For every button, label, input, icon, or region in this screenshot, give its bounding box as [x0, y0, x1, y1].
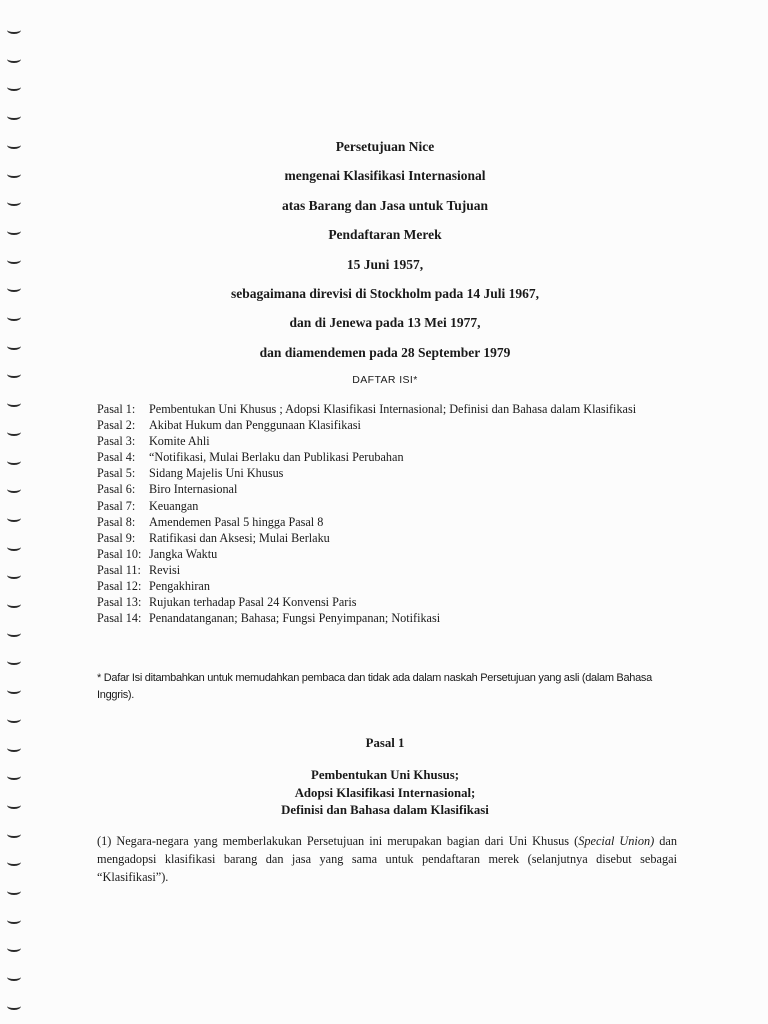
article-subtitle-line: Adopsi Klasifikasi Internasional;	[294, 785, 476, 800]
binding-mark	[7, 887, 21, 895]
binding-mark	[7, 55, 21, 63]
binding-mark	[7, 944, 21, 952]
binding-mark	[7, 198, 21, 206]
title-line: dan diamendemen pada 28 September 1979	[259, 344, 511, 360]
toc-item-title: Akibat Hukum dan Penggunaan Klasifikasi	[149, 418, 361, 433]
title-line: Pendaftaran Merek	[328, 227, 442, 243]
toc-item-title: Penandatanganan; Bahasa; Fungsi Penyimpanan; Notifikasi	[149, 611, 441, 626]
binding-mark	[7, 858, 21, 866]
binding-mark	[7, 686, 21, 694]
toc-item	[97, 465, 677, 481]
toc-item-title: Rujukan terhadap Pasal 24 Konvensi Paris	[149, 595, 357, 610]
binding-holes	[0, 0, 28, 1024]
toc-footnote: * Dafar Isi ditambahkan untuk memudahkan pembaca dan tidak ada dalam naskah Persetujuan yang asli (dalam Bahasa Inggris).	[97, 672, 652, 701]
toc-item-number: Pasal 3:	[97, 434, 136, 449]
title-date-line: 15 Juni 1957,	[346, 256, 424, 272]
toc-item	[97, 546, 677, 562]
binding-mark	[7, 600, 21, 608]
binding-mark	[7, 744, 21, 752]
toc-item-title: Jangka Waktu	[149, 546, 218, 561]
paragraph-text: dan mengadopsi klasifikasi barang dan jasa yang sama untuk pendaftaran merek (selanjutnya disebut sebagai “Klasifikasi”).	[97, 834, 677, 884]
toc-item-title: “Notifikasi, Mulai Berlaku dan Publikasi Perubahan	[149, 450, 404, 465]
toc-item-title: Keuangan	[149, 498, 199, 513]
article-subtitle-line: Definisi dan Bahasa dalam Klasifikasi	[281, 803, 489, 817]
toc-item-number: Pasal 9:	[97, 530, 136, 545]
binding-mark	[7, 399, 21, 407]
toc-item	[97, 401, 677, 417]
article-paragraph	[97, 832, 677, 886]
binding-mark	[7, 543, 21, 551]
toc-item-number: Pasal 8:	[97, 514, 136, 529]
toc-item	[97, 498, 677, 514]
toc-item	[97, 514, 677, 530]
binding-mark	[7, 772, 21, 780]
toc-item-number: Pasal 12:	[97, 579, 142, 594]
toc-item-number: Pasal 7:	[97, 498, 136, 513]
toc-item	[97, 562, 677, 578]
toc-item-number: Pasal 13:	[97, 595, 142, 610]
toc-item-number: Pasal 5:	[97, 466, 136, 481]
binding-mark	[7, 629, 21, 637]
binding-mark	[7, 715, 21, 723]
binding-mark	[7, 313, 21, 321]
toc-item-title: Sidang Majelis Uni Khusus	[149, 466, 284, 481]
toc-item	[97, 417, 677, 433]
binding-mark	[7, 83, 21, 91]
toc-item	[97, 530, 677, 546]
toc-item-number: Pasal 4:	[97, 450, 136, 465]
toc-item	[97, 449, 677, 465]
binding-mark	[7, 830, 21, 838]
article-subtitle	[100, 767, 670, 820]
toc-item-title: Amendemen Pasal 5 hingga Pasal 8	[149, 514, 324, 529]
paragraph-italic-text: Special Union)	[578, 834, 655, 848]
toc-item-title: Revisi	[149, 562, 181, 577]
binding-mark	[7, 227, 21, 235]
binding-mark	[7, 370, 21, 378]
binding-mark	[7, 916, 21, 924]
table-of-contents	[97, 401, 677, 626]
toc-item-number: Pasal 6:	[97, 482, 136, 497]
toc-item-number: Pasal 10:	[97, 546, 142, 561]
binding-mark	[7, 485, 21, 493]
article-heading: Pasal 1	[365, 736, 405, 750]
toc-item-number: Pasal 1:	[97, 402, 136, 416]
toc-item-number: Pasal 14:	[97, 611, 142, 626]
document-title	[100, 132, 670, 367]
toc-item-title: Komite Ahli	[149, 434, 210, 449]
binding-mark	[7, 170, 21, 178]
paragraph-text: (1) Negara-negara yang memberlakukan Persetujuan ini merupakan bagian dari Uni Khusus (	[97, 834, 579, 848]
binding-mark	[7, 457, 21, 465]
binding-mark	[7, 571, 21, 579]
binding-mark	[7, 284, 21, 292]
toc-item	[97, 610, 677, 626]
toc-item	[97, 481, 677, 497]
toc-item-title: Ratifikasi dan Aksesi; Mulai Berlaku	[149, 530, 330, 545]
toc-item-title: Pengakhiran	[149, 579, 210, 594]
binding-mark	[7, 112, 21, 120]
toc-item	[97, 578, 677, 594]
toc-item	[97, 594, 677, 610]
binding-mark	[7, 26, 21, 34]
binding-mark	[7, 256, 21, 264]
binding-mark	[7, 973, 21, 981]
binding-mark	[7, 1002, 21, 1010]
toc-heading: DAFTAR ISI*	[352, 374, 418, 386]
toc-item-number: Pasal 2:	[97, 418, 136, 433]
title-line: dan di Jenewa pada 13 Mei 1977,	[289, 315, 481, 331]
title-line: Persetujuan Nice	[335, 139, 435, 154]
binding-mark	[7, 141, 21, 149]
article-subtitle-line: Pembentukan Uni Khusus;	[311, 768, 459, 782]
binding-mark	[7, 428, 21, 436]
title-line: atas Barang dan Jasa untuk Tujuan	[282, 197, 488, 213]
toc-item-number: Pasal 11:	[97, 562, 141, 577]
title-line: sebagaimana direvisi di Stockholm pada 14 Juli 1967,	[230, 285, 540, 301]
toc-item-title: Pembentukan Uni Khusus ; Adopsi Klasifikasi Internasional; Definisi dan Bahasa dalam Klasifikasi	[149, 402, 637, 416]
binding-mark	[7, 657, 21, 665]
binding-mark	[7, 514, 21, 522]
binding-mark	[7, 801, 21, 809]
title-line: mengenai Klasifikasi Internasional	[284, 168, 486, 184]
binding-mark	[7, 342, 21, 350]
toc-item	[97, 433, 677, 449]
toc-item-title: Biro Internasional	[149, 482, 238, 497]
